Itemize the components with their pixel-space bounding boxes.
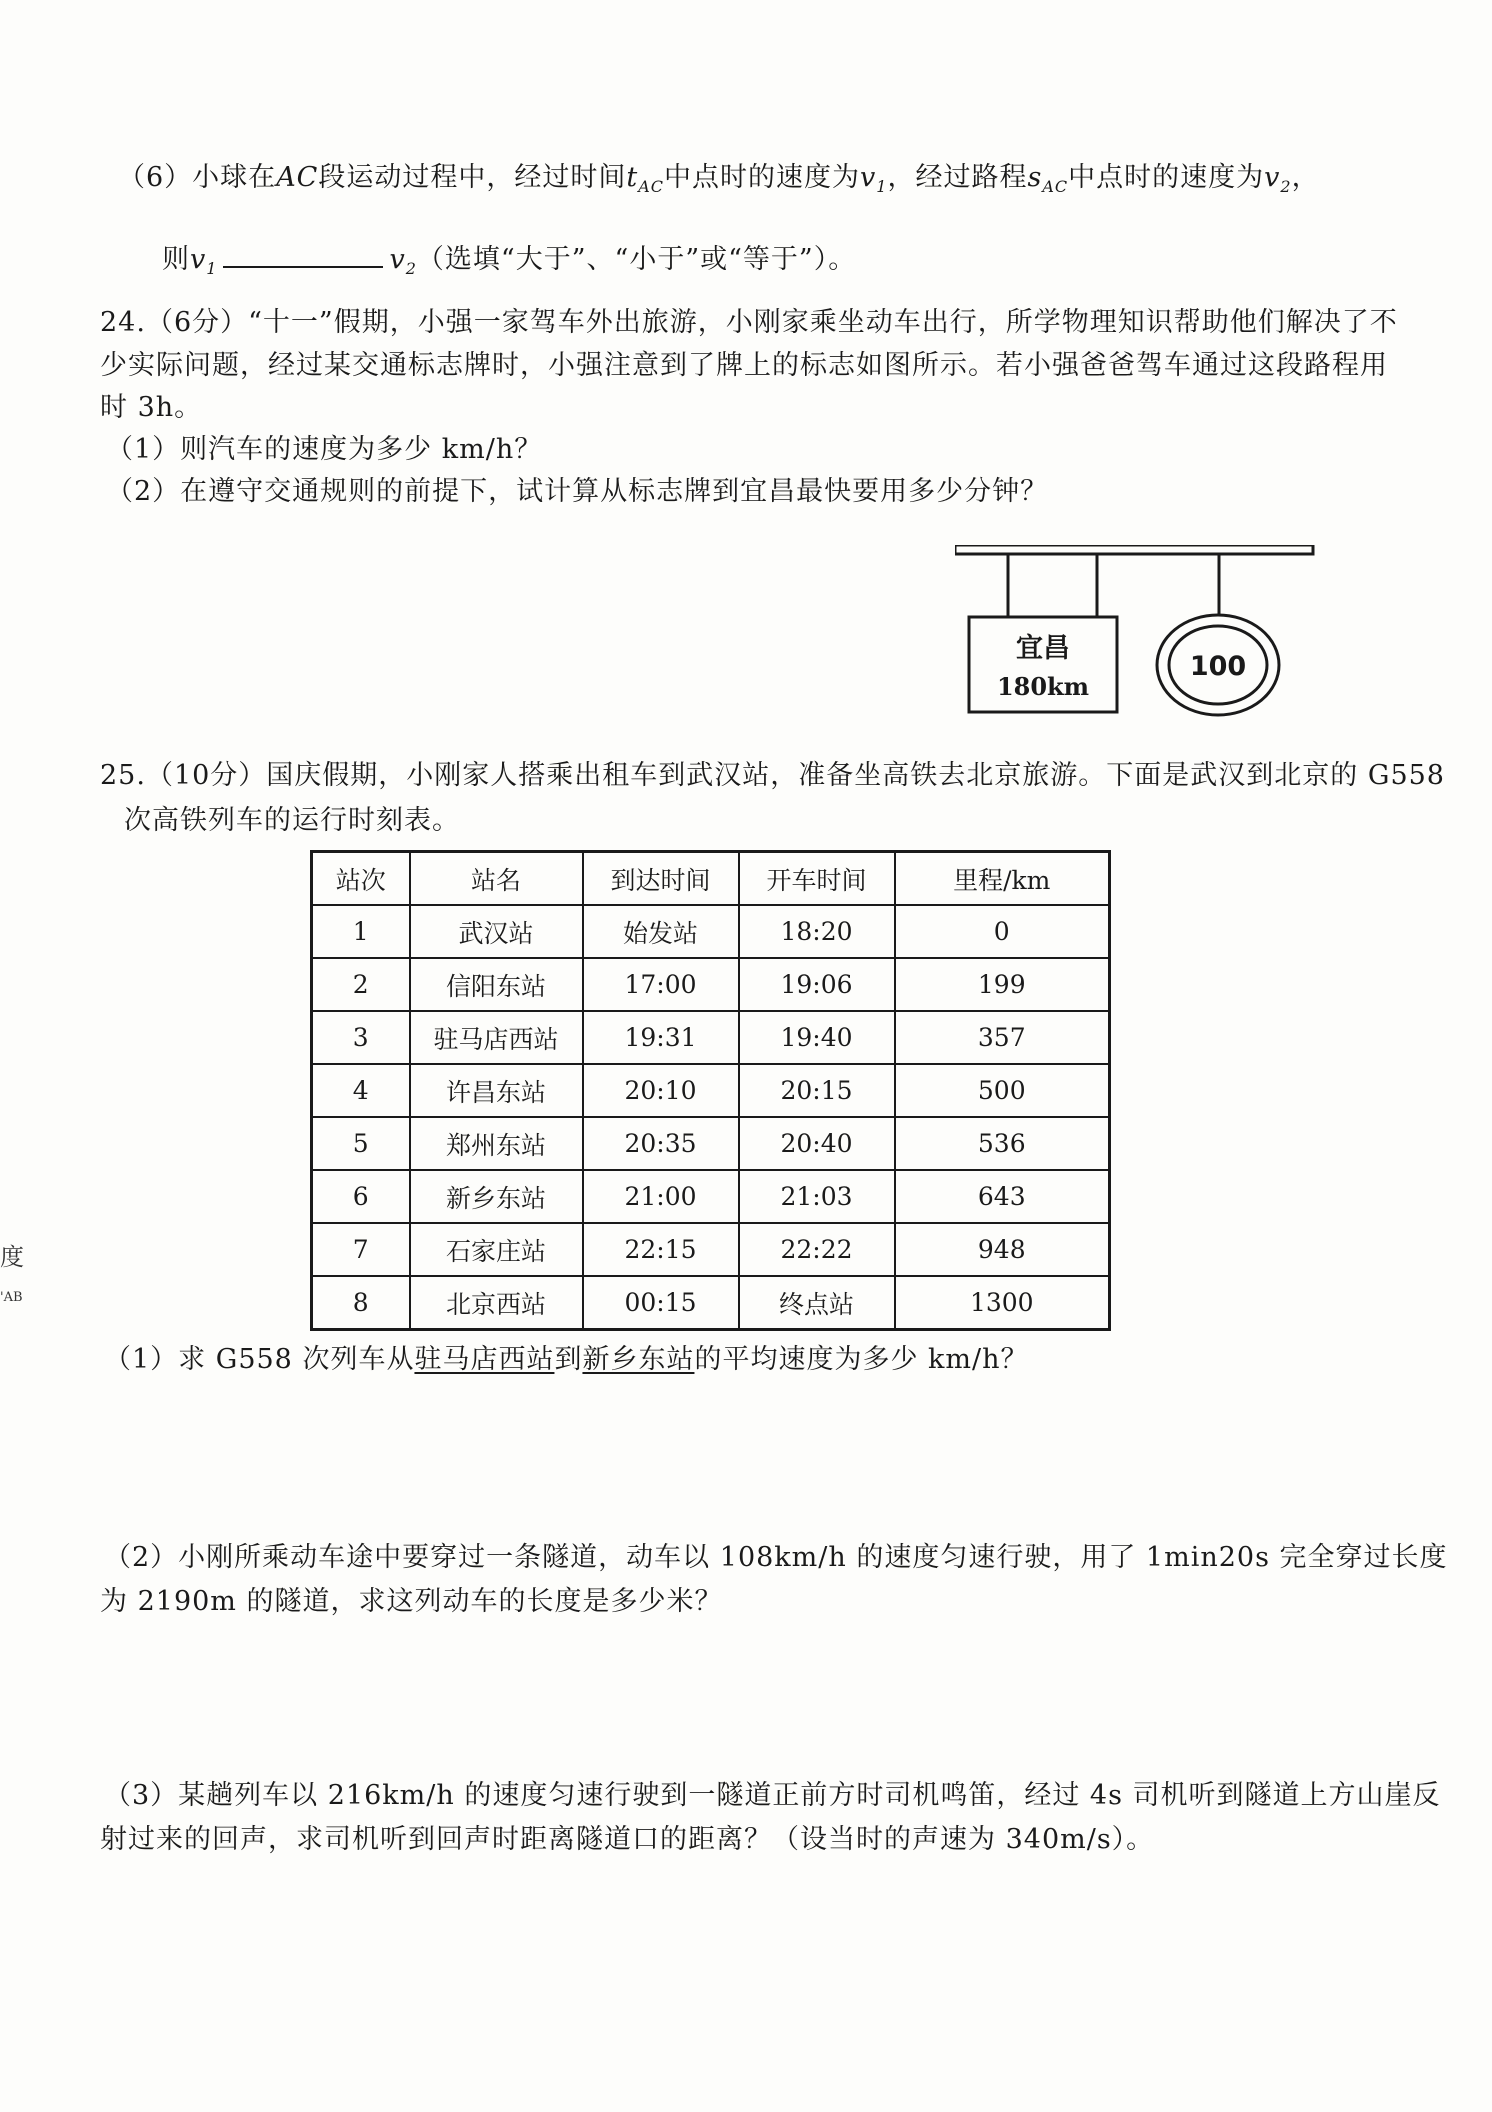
timetable-row: [312, 1064, 1110, 1117]
q25-sub3-line1: （3）某趟列车以 216km/h 的速度匀速行驶到一隧道正前方时司机鸣笛，经过 4s 司机听到隧道上方山崖反: [104, 1780, 1441, 1811]
cell-stop-no: 6: [312, 1170, 410, 1223]
cell-departure: 19:40: [739, 1011, 895, 1064]
col-header-departure: 开车时间: [739, 852, 895, 906]
var-v2: v: [1264, 162, 1281, 193]
q25-sub3-line2: 射过来的回声，求司机听到回声时距离隧道口的距离？（设当时的声速为 340m/s）。: [100, 1824, 1155, 1855]
q25-sub2-line2: 为 2190m 的隧道，求这列动车的长度是多少米？: [100, 1586, 723, 1617]
traffic-sign-diagram: [955, 545, 1315, 720]
timetable: [310, 850, 1111, 1331]
sign-gantry-bar: [955, 545, 1313, 554]
col-header-station: 站名: [410, 852, 583, 906]
col-header-distance: 里程/km: [895, 852, 1110, 906]
q24-line3: 时 3h。: [100, 392, 203, 423]
q25-sub1: [104, 1342, 1029, 1378]
cell-stop-no: 3: [312, 1011, 410, 1064]
cell-arrival: 始发站: [583, 905, 739, 958]
cell-distance: 199: [895, 958, 1110, 1011]
timetable-row: [312, 958, 1110, 1011]
cell-station: 驻马店西站: [410, 1011, 583, 1064]
cell-departure: 21:03: [739, 1170, 895, 1223]
timetable-row: [312, 1011, 1110, 1064]
q24-line1: 24.（6分）“十一”假期，小强一家驾车外出旅游，小刚家乘坐动车出行，所学物理知识帮助他们解决了不: [100, 307, 1398, 338]
cell-station: 北京西站: [410, 1276, 583, 1330]
var-v2-sub: 2: [1280, 177, 1292, 196]
cell-distance: 643: [895, 1170, 1110, 1223]
timetable-row: [312, 1223, 1110, 1276]
cell-arrival: 00:15: [583, 1276, 739, 1330]
q23-text: 中点时的速度为: [664, 162, 861, 193]
q25-sub1-to-station: 新乡东站: [582, 1344, 695, 1375]
cell-arrival: 20:35: [583, 1117, 739, 1170]
cell-arrival: 17:00: [583, 958, 739, 1011]
var-s: s: [1027, 162, 1043, 193]
q25-line2: 次高铁列车的运行时刻表。: [124, 805, 460, 836]
cell-departure: 18:20: [739, 905, 895, 958]
timetable-row: [312, 1170, 1110, 1223]
timetable-row: [312, 1117, 1110, 1170]
q25-sub1-text: （1）求 G558 次列车从: [104, 1344, 415, 1375]
col-header-stop-no: 站次: [312, 852, 410, 906]
cell-station: 许昌东站: [410, 1064, 583, 1117]
speed-limit-value: 100: [1189, 651, 1247, 682]
q23-text: （6）小球在: [118, 162, 277, 193]
q24-sub2: （2）在遵守交通规则的前提下，试计算从标志牌到宜昌最快要用多少分钟？: [106, 476, 1049, 507]
cell-distance: 948: [895, 1223, 1110, 1276]
var-v1: v: [190, 244, 207, 275]
q25-sub1-text: 到: [554, 1344, 583, 1375]
var-s-sub: AC: [1042, 177, 1069, 196]
cell-stop-no: 4: [312, 1064, 410, 1117]
q25-sub1-from-station: 驻马店西站: [414, 1344, 555, 1375]
cell-departure: 终点站: [739, 1276, 895, 1330]
timetable-header-row: [312, 852, 1110, 906]
cell-distance: 0: [895, 905, 1110, 958]
sign-distance: 180km: [996, 672, 1090, 701]
cell-distance: 357: [895, 1011, 1110, 1064]
q23-text: 中点时的速度为: [1068, 162, 1265, 193]
answer-blank[interactable]: [223, 240, 383, 268]
cell-stop-no: 1: [312, 905, 410, 958]
cell-arrival: 20:10: [583, 1064, 739, 1117]
cell-distance: 500: [895, 1064, 1110, 1117]
cell-departure: 20:40: [739, 1117, 895, 1170]
q23-text: 则: [162, 244, 190, 275]
q24-line2: 少实际问题，经过某交通标志牌时，小强注意到了牌上的标志如图所示。若小强爸爸驾车通过这段路程用: [100, 350, 1388, 381]
q23-text: （选填“大于”、“小于”或“等于”）。: [416, 244, 857, 275]
cell-station: 武汉站: [410, 905, 583, 958]
q23-text: ，经过路程: [887, 162, 1028, 193]
edge-fragment-char: 度: [0, 1243, 24, 1271]
edge-fragment-sub: 'AB: [0, 1290, 23, 1305]
var-v1-sub: 1: [876, 177, 888, 196]
cell-stop-no: 7: [312, 1223, 410, 1276]
var-v1: v: [860, 162, 877, 193]
q23-part6-line1: [118, 160, 1320, 205]
q25-sub1-text: 的平均速度为多少 km/h？: [694, 1344, 1029, 1375]
cell-arrival: 19:31: [583, 1011, 739, 1064]
var-v1-sub: 1: [206, 259, 218, 278]
q23-text: ，: [1291, 162, 1320, 193]
timetable-row: [312, 1276, 1110, 1330]
q23-part6-line2: [162, 240, 856, 287]
var-v2: v: [389, 244, 406, 275]
cell-departure: 20:15: [739, 1064, 895, 1117]
var-t: t: [626, 162, 639, 193]
var-v2-sub: 2: [405, 259, 417, 278]
cell-departure: 19:06: [739, 958, 895, 1011]
var-ac: AC: [276, 162, 319, 193]
cell-station: 郑州东站: [410, 1117, 583, 1170]
timetable-row: [312, 905, 1110, 958]
cell-departure: 22:22: [739, 1223, 895, 1276]
cell-station: 信阳东站: [410, 958, 583, 1011]
cell-distance: 1300: [895, 1276, 1110, 1330]
cell-stop-no: 8: [312, 1276, 410, 1330]
col-header-arrival: 到达时间: [583, 852, 739, 906]
cell-arrival: 21:00: [583, 1170, 739, 1223]
q25-sub2-line1: （2）小刚所乘动车途中要穿过一条隧道，动车以 108km/h 的速度匀速行驶，用了 1min20s 完全穿过长度: [104, 1542, 1448, 1573]
cell-stop-no: 5: [312, 1117, 410, 1170]
var-t-sub: AC: [638, 177, 665, 196]
cell-station: 新乡东站: [410, 1170, 583, 1223]
sign-place-name: 宜昌: [1016, 633, 1070, 664]
cell-stop-no: 2: [312, 958, 410, 1011]
q24-sub1: （1）则汽车的速度为多少 km/h？: [106, 434, 543, 465]
cell-arrival: 22:15: [583, 1223, 739, 1276]
q23-text: 段运动过程中，经过时间: [318, 162, 627, 193]
cell-distance: 536: [895, 1117, 1110, 1170]
cell-station: 石家庄站: [410, 1223, 583, 1276]
q25-line1: 25.（10分）国庆假期，小刚家人搭乘出租车到武汉站，准备坐高铁去北京旅游。下面是武汉到北京的 G558: [100, 760, 1445, 791]
